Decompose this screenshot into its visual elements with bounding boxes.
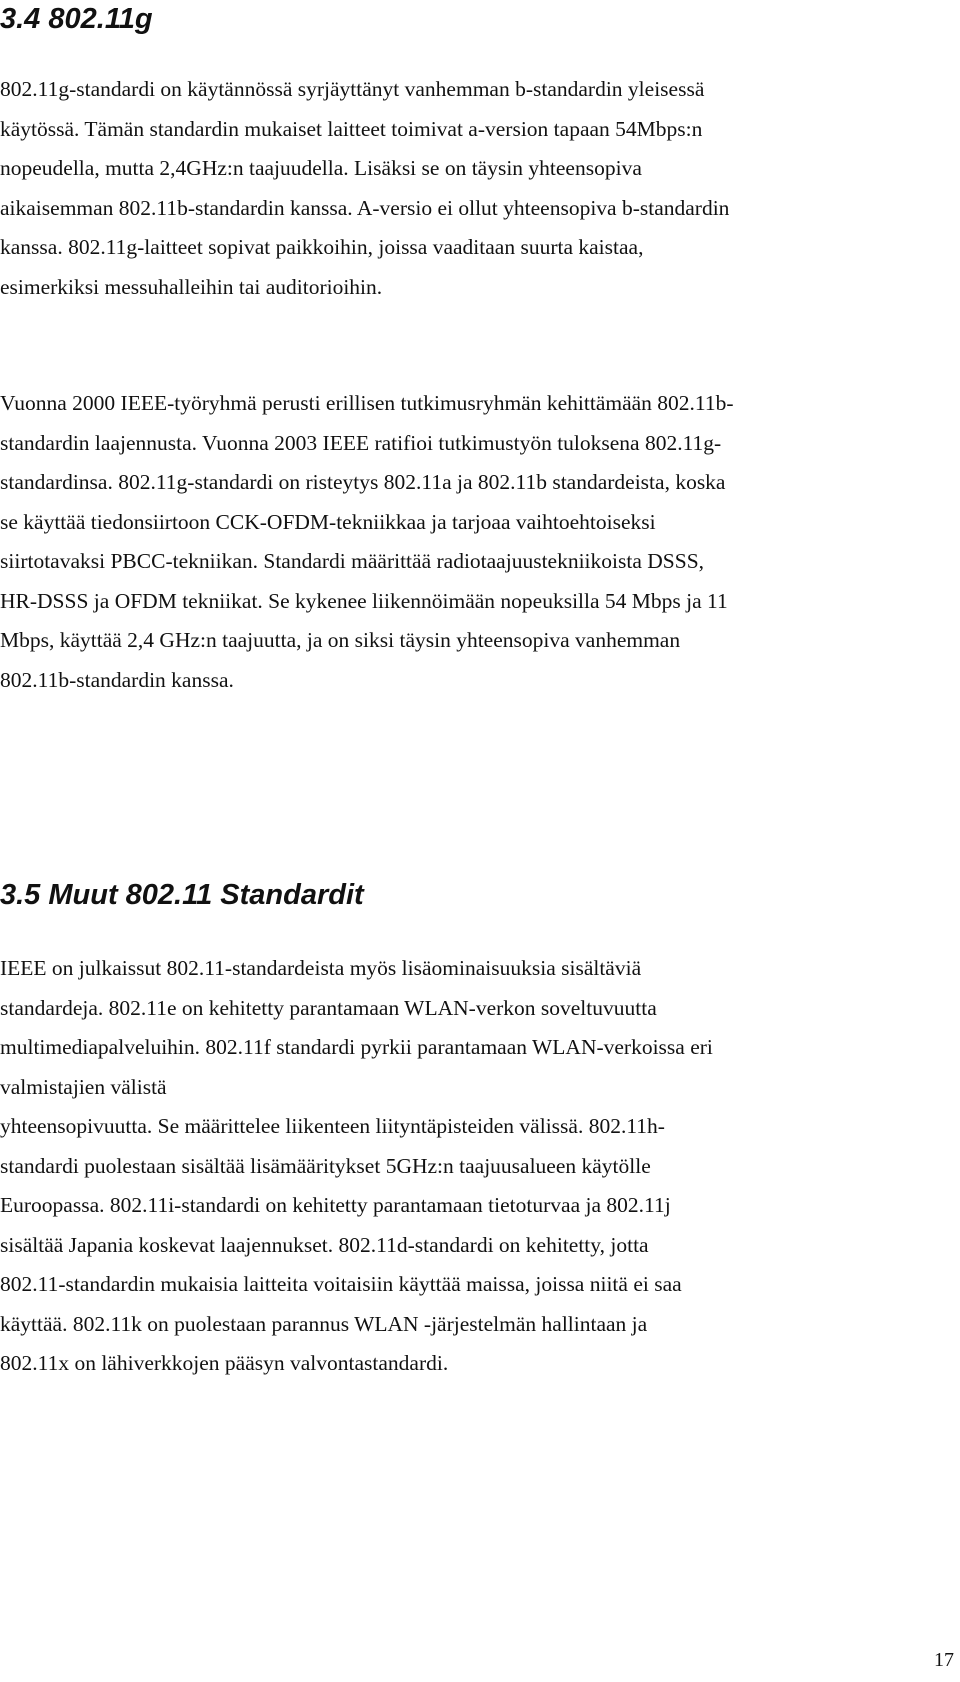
text-line: kanssa. 802.11g-laitteet sopivat paikkoihin, joissa vaaditaan suurta kaistaa, [0,235,644,259]
text-line: sisältää Japania koskevat laajennukset. 802.11d-standardi on kehitetty, jotta [0,1232,649,1257]
text-line: standardi puolestaan sisältää lisämääritykset 5GHz:n taajuusalueen käytölle [0,1153,651,1178]
text-line: standardeja. 802.11e on kehitetty parantamaan WLAN-verkon soveltuvuutta [0,995,657,1020]
text-line: yhteensopivuutta. Se määrittelee liikenteen liityntäpisteiden välissä. 802.11h- [0,1114,665,1138]
paragraph-802-11g-history [0,384,958,700]
paragraph-other-standards [0,949,958,1384]
text-line: Vuonna 2000 IEEE-työryhmä perusti erillisen tutkimusryhmän kehittämään 802.11b- [0,391,734,415]
text-line: siirtotavaksi PBCC-tekniikan. Standardi määrittää radiotaajuustekniikoista DSSS, [0,549,705,573]
section-heading-3-4: 3.4 802.11g [0,3,153,35]
text-line: 802.11x on lähiverkkojen pääsyn valvontastandardi. [0,1351,449,1375]
text-line: käytössä. Tämän standardin mukaiset laitteet toimivat a-version tapaan 54Mbps:n [0,116,703,141]
paragraph-802-11g-intro [0,70,958,307]
text-line: Euroopassa. 802.11i-standardi on kehitetty parantamaan tietoturvaa ja 802.11j [0,1193,671,1217]
text-line: käyttää. 802.11k on puolestaan parannus WLAN -järjestelmän hallintaan ja [0,1311,648,1336]
text-line: valmistajien välistä [0,1074,167,1099]
text-line: 802.11g-standardi on käytännössä syrjäyttänyt vanhemman b-standardin yleisessä [0,77,705,101]
text-line: 802.11b-standardin kanssa. [0,667,234,692]
text-line: standardin laajennusta. Vuonna 2003 IEEE ratifioi tutkimustyön tuloksena 802.11g- [0,430,722,455]
section-heading-3-5: 3.5 Muut 802.11 Standardit [0,879,364,911]
text-line: nopeudella, mutta 2,4GHz:n taajuudella. Lisäksi se on täysin yhteensopiva [0,156,642,180]
text-line: 802.11-standardin mukaisia laitteita voitaisiin käyttää maissa, joissa niitä ei saa [0,1272,682,1296]
text-line: HR-DSSS ja OFDM tekniikat. Se kykenee liikennöimään nopeuksilla 54 Mbps ja 11 [0,588,728,613]
text-line: IEEE on julkaissut 802.11-standardeista myös lisäominaisuuksia sisältäviä [0,956,642,980]
text-line: esimerkiksi messuhalleihin tai auditorioihin. [0,274,383,299]
text-line: aikaisemman 802.11b-standardin kanssa. A-versio ei ollut yhteensopiva b-standardin [0,195,730,220]
text-line: se käyttää tiedonsiirtoon CCK-OFDM-tekniikkaa ja tarjoaa vaihtoehtoiseksi [0,509,656,534]
text-line: Mbps, käyttää 2,4 GHz:n taajuutta, ja on siksi täysin yhteensopiva vanhemman [0,628,681,652]
text-line: standardinsa. 802.11g-standardi on risteytys 802.11a ja 802.11b standardeista, koska [0,470,726,494]
page-number: 17 [934,1649,954,1671]
text-line: multimediapalveluihin. 802.11f standardi pyrkii parantamaan WLAN-verkoissa eri [0,1035,713,1059]
